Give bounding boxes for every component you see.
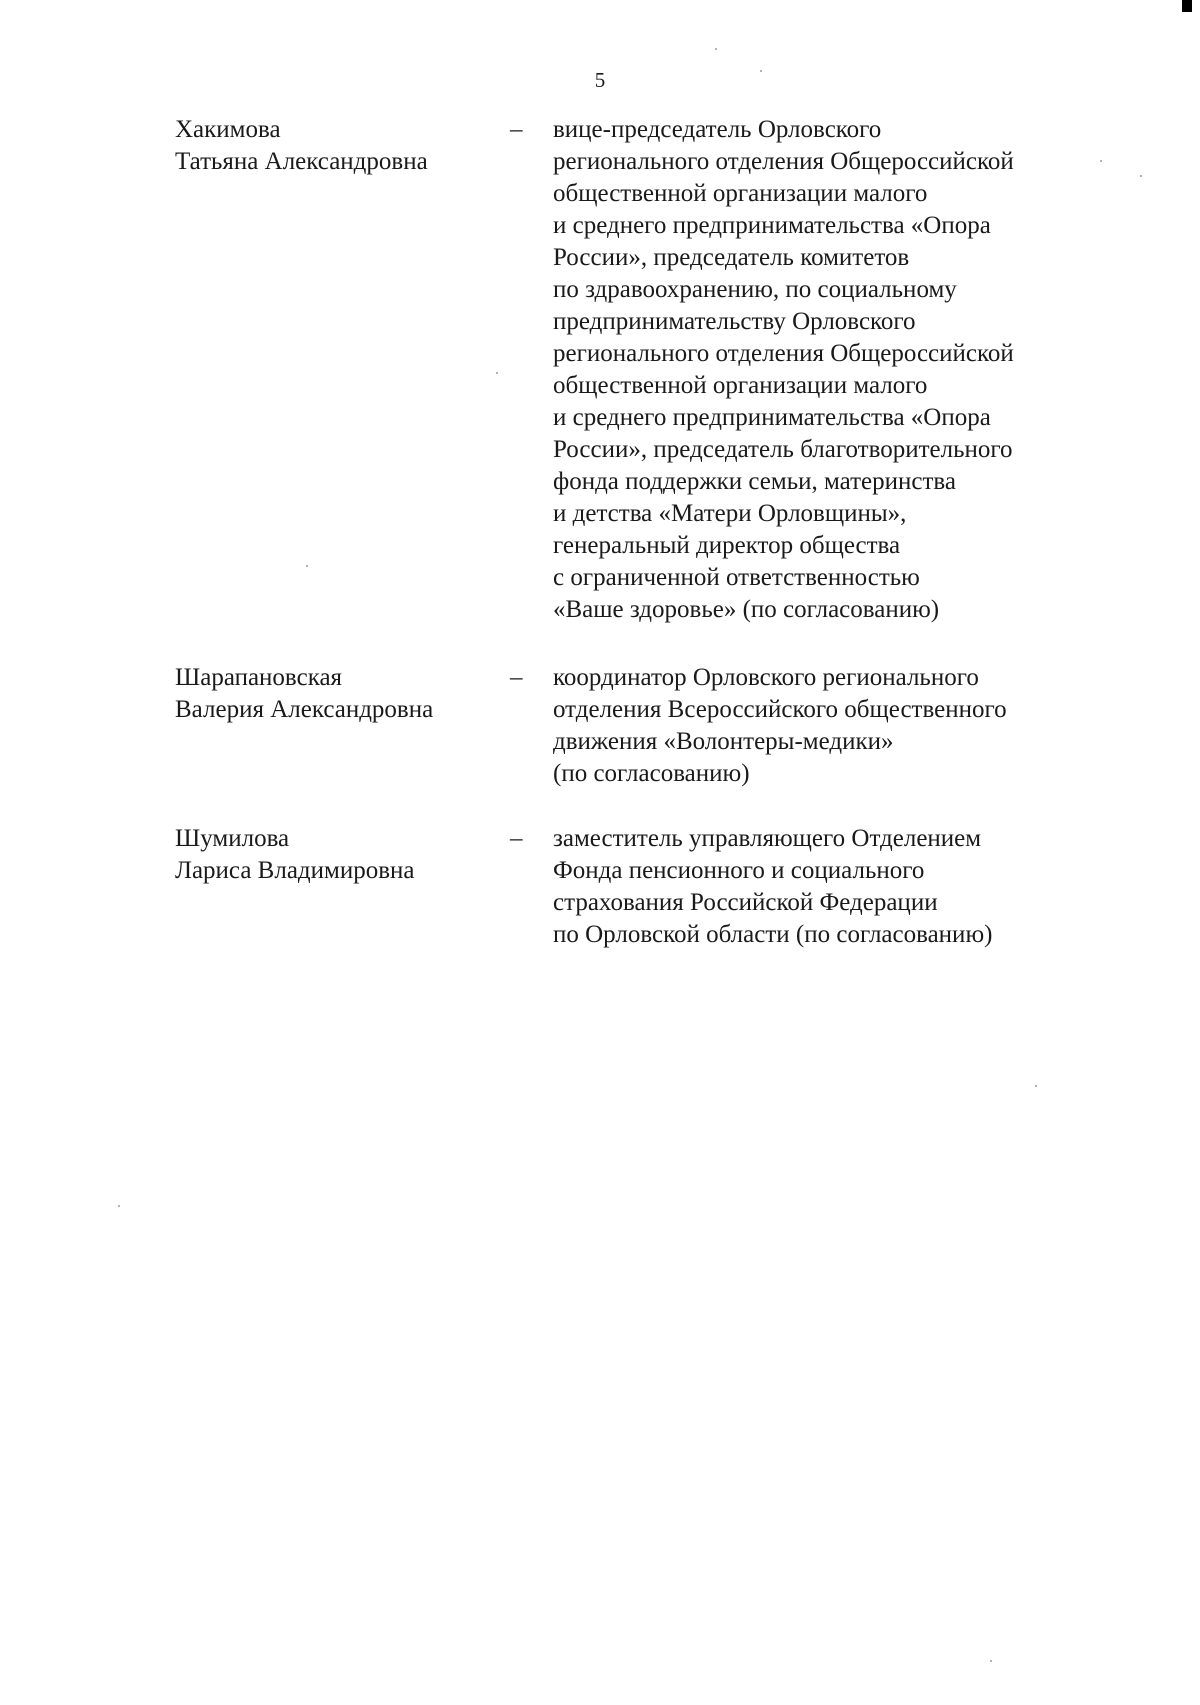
member-surname: Хакимова — [175, 116, 281, 143]
scan-speck — [1100, 160, 1102, 162]
member-position — [553, 823, 1113, 951]
position-line: общественной организации малого — [553, 180, 928, 207]
entry-dash: – — [510, 825, 523, 852]
position-line: «Ваше здоровье» (по согласованию) — [553, 596, 940, 623]
page-number: 5 — [594, 68, 606, 92]
member-position — [553, 662, 1113, 790]
scan-corner-mark — [1182, 0, 1192, 12]
member-given-names: Татьяна Александровна — [175, 148, 428, 175]
member-given-names: Лариса Владимировна — [175, 857, 415, 884]
scan-speck — [760, 70, 762, 72]
position-line: предпринимательству Орловского — [553, 308, 916, 335]
entry-dash: – — [510, 664, 523, 691]
entry-dash: – — [510, 116, 523, 143]
member-name — [175, 662, 495, 726]
scan-speck — [306, 565, 308, 567]
scan-speck — [496, 372, 498, 374]
scan-speck — [1140, 175, 1142, 177]
position-line: координатор Орловского регионального — [553, 664, 979, 691]
position-line: регионального отделения Общероссийской — [553, 340, 1014, 367]
position-line: заместитель управляющего Отделением — [553, 825, 982, 852]
position-line: генеральный директор общества — [553, 532, 901, 559]
position-line: России», председатель комитетов — [553, 244, 910, 271]
position-line: страхования Российской Федерации — [553, 889, 938, 916]
scan-speck — [990, 1660, 992, 1662]
member-surname: Шумилова — [175, 825, 290, 852]
position-line: регионального отделения Общероссийской — [553, 148, 1014, 175]
member-position — [553, 114, 1113, 626]
position-line: с ограниченной ответственностью — [553, 564, 920, 591]
position-line: вице-председатель Орловского — [553, 116, 882, 143]
member-given-names: Валерия Александровна — [175, 696, 434, 723]
position-line: отделения Всероссийского общественного — [553, 696, 1007, 723]
position-line: Фонда пенсионного и социального — [553, 857, 925, 884]
position-line: общественной организации малого — [553, 372, 928, 399]
position-line: и детства «Матери Орловщины», — [553, 500, 907, 527]
scan-speck — [1035, 1085, 1037, 1087]
position-line: движения «Волонтеры-медики» — [553, 728, 894, 755]
member-name — [175, 823, 495, 887]
position-line: фонда поддержки семьи, материнства — [553, 468, 956, 495]
position-line: по Орловской области (по согласованию) — [553, 921, 993, 948]
position-line: и среднего предпринимательства «Опора — [553, 404, 991, 431]
position-line: и среднего предпринимательства «Опора — [553, 212, 991, 239]
position-line: России», председатель благотворительного — [553, 436, 1013, 463]
scan-speck — [715, 48, 717, 50]
scan-speck — [118, 1205, 120, 1207]
position-line: (по согласованию) — [553, 760, 750, 787]
member-surname: Шарапановская — [175, 664, 343, 691]
member-name — [175, 114, 495, 178]
position-line: по здравоохранению, по социальному — [553, 276, 957, 303]
